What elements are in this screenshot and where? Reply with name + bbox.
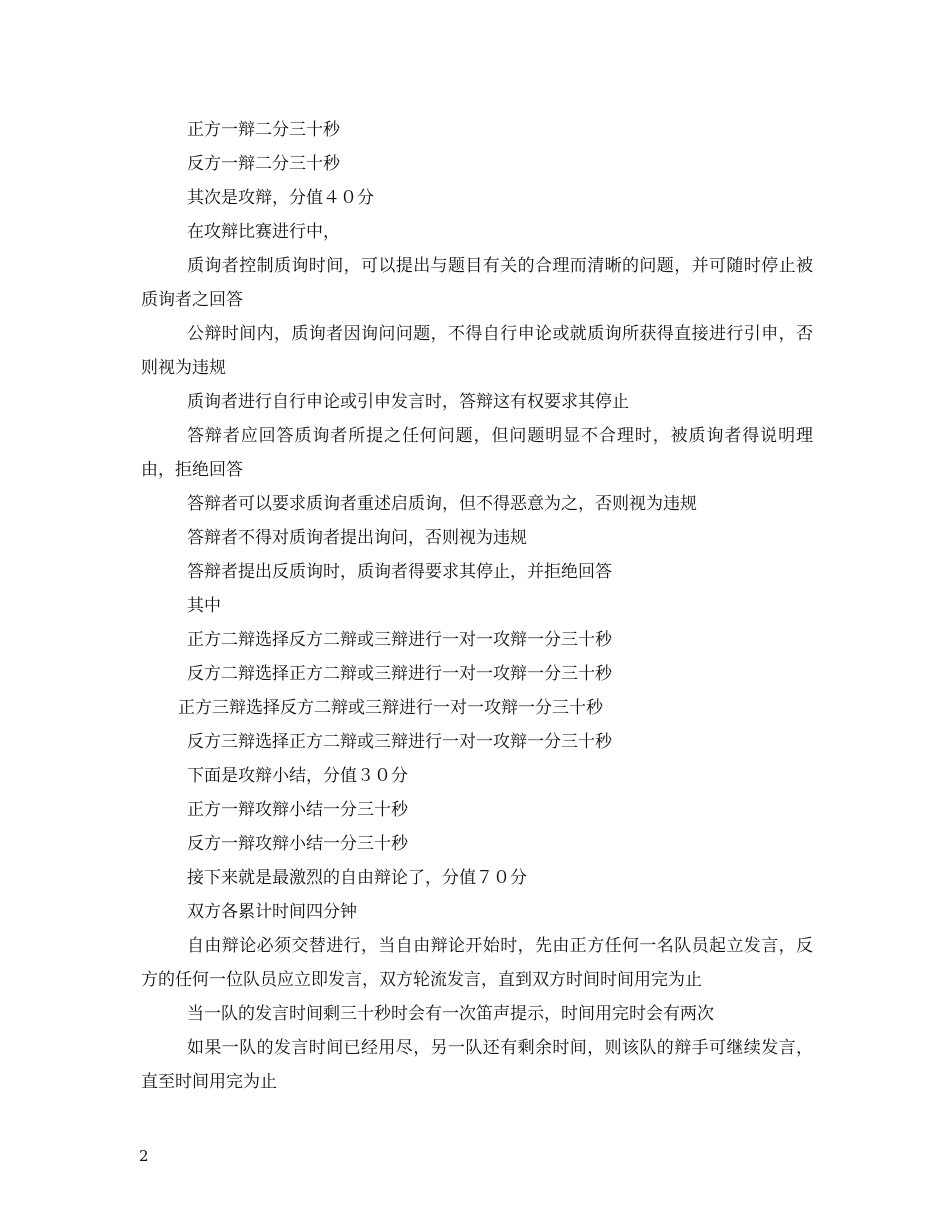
paragraph: 反方一辩二分三十秒 [187,154,340,174]
paragraph: 当一队的发言时间剩三十秒时会有一次笛声提示，时间用完时会有两次 [187,1004,714,1024]
paragraph: 质询者进行自行申论或引申发言时，答辩这有权要求其停止 [187,392,629,412]
paragraph: 答辩者提出反质询时，质询者得要求其停止，并拒绝回答 [187,562,612,582]
paragraph: 答辩者可以要求质询者重述启质询，但不得恶意为之，否则视为违规 [187,494,697,514]
paragraph: 反方三辩选择正方二辩或三辩进行一对一攻辩一分三十秒 [187,732,612,752]
paragraph: 正方一辩二分三十秒 [187,120,340,140]
paragraph: 正方一辩攻辩小结一分三十秒 [187,800,408,820]
paragraph: 在攻辩比赛进行中， [187,222,340,242]
paragraph: 其中 [187,596,221,616]
paragraph: 双方各累计时间四分钟 [187,902,357,922]
paragraph: 正方二辩选择反方二辩或三辩进行一对一攻辩一分三十秒 [187,630,612,650]
paragraph: 其次是攻辩，分值４０分 [187,188,374,208]
paragraph: 如果一队的发言时间已经用尽，另一队还有剩余时间，则该队的辩手可继续发言，直至时间用完为止 [141,1038,813,1092]
paragraph: 反方二辩选择正方二辩或三辩进行一对一攻辩一分三十秒 [187,664,612,684]
paragraph: 下面是攻辩小结，分值３０分 [187,766,408,786]
paragraph: 答辩者应回答质询者所提之任何问题，但问题明显不合理时，被质询者得说明理由，拒绝回答 [141,426,813,480]
paragraph: 答辩者不得对质询者提出询问，否则视为违规 [187,528,527,548]
paragraph: 质询者控制质询时间，可以提出与题目有关的合理而清晰的问题，并可随时停止被质询者之回答 [141,256,813,310]
paragraph: 反方一辩攻辩小结一分三十秒 [187,834,408,854]
paragraph: 公辩时间内，质询者因询问问题，不得自行申论或就质询所获得直接进行引申，否则视为违规 [141,324,813,378]
paragraph: 接下来就是最激烈的自由辩论了，分值７０分 [187,868,527,888]
paragraph: 自由辩论必须交替进行，当自由辩论开始时，先由正方任何一名队员起立发言，反方的任何一位队员应立即发言，双方轮流发言，直到双方时间时间用完为止 [141,936,813,990]
document-body [141,113,813,1099]
paragraph: 正方三辩选择反方二辩或三辩进行一对一攻辩一分三十秒 [178,698,603,718]
page-number: 2 [139,1147,149,1165]
